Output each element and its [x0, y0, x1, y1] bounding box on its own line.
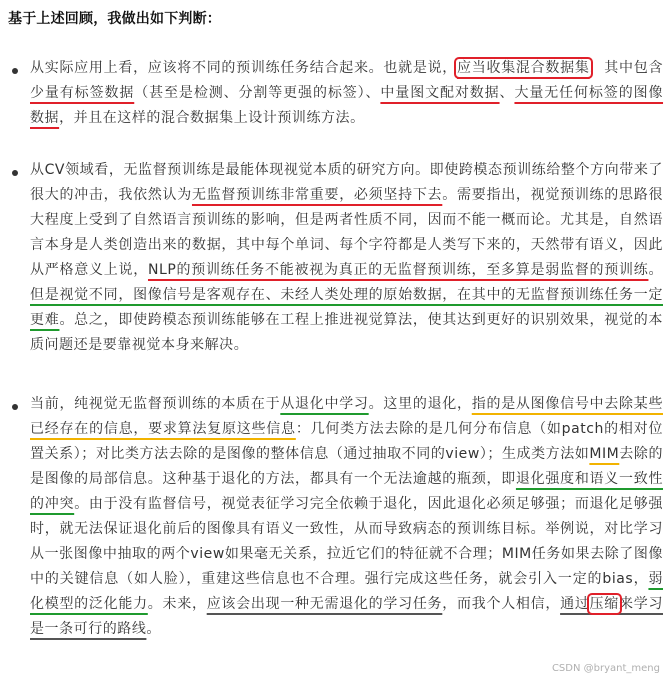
highlight-red-boxed: 压缩 [589, 596, 619, 612]
text: 。由于没有监督信号，视觉表征学习完全依赖于退化，因此退化必须足够强；而退化足够强时，就无法保证退化前后的图像具有语义一致性，从而导致病态的预训练目标。举例说，对比学习从一张图像中抽取的两个view如果毫无关系，拉近它们的特征就不合理；MIM任务如果去除了图像中的关键信息（如人脸），重建这些信息也不合理。强行完成这些任务，就会引入一定的bias， [30, 496, 664, 587]
paragraph-1 [30, 56, 663, 131]
highlight-gray: 应该会出现一种无需退化的学习任务 [206, 596, 443, 612]
text: 去除的是图像的局部信息。这种基于退化的方法，都具有一个无法逾越的瓶颈，即 [30, 446, 663, 487]
highlight-yellow: MIM [589, 446, 620, 462]
text: 。需要指出，视觉预训练的思路很大程度上受到了自然语言预训练的影响，但是两者性质不同，因而不能一概而论。尤其是，自然语言本身是人类创造出来的数据，其中每个单词、每个字符都是人类写下来的，天然带有语义，因此从严格意义上说， [30, 187, 663, 278]
bullet-3 [12, 404, 18, 410]
text: 。 [146, 621, 161, 637]
text: ，并且在这样的混合数据集上设计预训练方法。 [59, 110, 365, 126]
text: 。这里的退化， [368, 396, 472, 412]
highlight-red: 无监督预训练非常重要，必须坚持下去 [191, 187, 443, 203]
text: ，而我个人相信， [442, 596, 561, 612]
bullet-2 [12, 170, 18, 176]
highlight-yellow: 指的是从图像信号中去除某些已经存在的信息，要求算法复原这些信息 [30, 396, 663, 437]
paragraph-3 [30, 392, 663, 642]
text: ，其中包含 [589, 60, 664, 76]
paragraph-2 [30, 158, 663, 358]
highlight-red: NLP的预训练任务不能被视为真正的无监督预训练，至多算是弱监督的预训练 [147, 262, 649, 278]
highlight-green: 弱化模型的泛化能力 [30, 571, 663, 612]
text: （甚至是检测、分割等更强的标签）、 [134, 85, 381, 101]
text: 、 [499, 85, 515, 101]
page-heading: 基于上述回顾，我做出如下判断： [8, 11, 221, 27]
text: 。未来， [147, 596, 207, 612]
highlight-gray: 通过 [560, 596, 590, 612]
text: 从CV领域看，无监督预训练是最能体现视觉本质的研究方向。即使跨模态预训练给整个方向带来了很大的冲击，我依然认为 [30, 162, 663, 203]
text: ：几何类方法去除的是几何分布信息（如patch的相对位置关系）；对比类方法去除的是图像的整体信息（通过抽取不同的view）；生成类方法如 [30, 421, 663, 462]
highlight-red-boxed: 应当收集混合数据集 [457, 60, 590, 76]
highlight-green: 退化强度和语义一致性的冲突 [30, 471, 663, 512]
highlight-green: 从退化中学习 [280, 396, 369, 412]
text: 。总之，即使跨模态预训练能够在工程上推进视觉算法，使其达到更好的识别效果，视觉的本质问题还是要靠视觉本身来解决。 [30, 312, 663, 353]
watermark: CSDN @bryant_meng [551, 663, 660, 674]
highlight-red: 少量有标签数据 [30, 85, 135, 101]
text: 当前，纯视觉无监督预训练的本质在于 [30, 396, 281, 412]
highlight-green: 但是视觉不同，图像信号是客观存在、未经人类处理的原始数据，在其中的无监督预训练任务一定更难 [30, 287, 663, 328]
highlight-gray: 来学习是一条可行的路线 [30, 596, 663, 637]
text: 从实际应用上看，应该将不同的预训练任务结合起来。也就是说， [30, 60, 458, 76]
highlight-red: 大量无任何标签的图像数据 [30, 85, 664, 126]
bullet-1 [12, 68, 18, 74]
highlight-red: 中量图文配对数据 [380, 85, 500, 101]
text: 。 [648, 262, 663, 278]
